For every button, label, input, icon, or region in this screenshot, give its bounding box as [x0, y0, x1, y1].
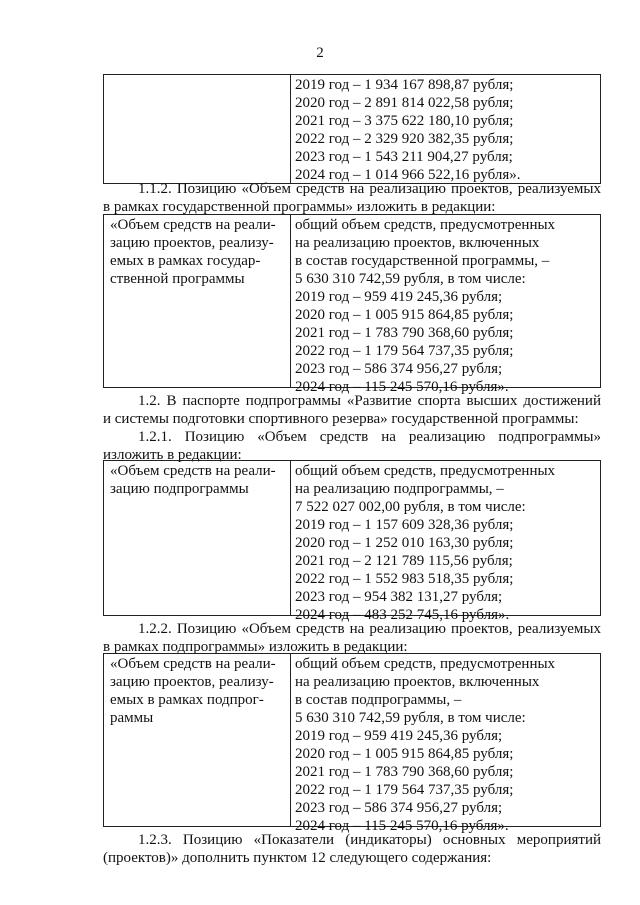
table-line: на реализацию проектов, включенных	[295, 674, 540, 690]
table-line: емых в рамках государ-	[110, 253, 261, 269]
table-line: 2023 год – 1 543 211 904,27 рубля;	[295, 149, 513, 165]
table-line: зацию проектов, реализу-	[110, 235, 274, 251]
table-line: на реализацию подпрограммы, –	[295, 481, 504, 497]
table-line: 7 522 027 002,00 рубля, в том числе:	[295, 499, 526, 515]
table-line: 5 630 310 742,59 рубля, в том числе:	[295, 271, 526, 287]
table-line: общий объем средств, предусмотренных	[295, 217, 556, 233]
paragraph-1-2-1-line: изложить в редакции:	[103, 447, 242, 463]
table-divider	[290, 461, 291, 615]
table-line: «Объем средств на реали-	[110, 463, 276, 479]
table-line: 2019 год – 959 419 245,36 рубля;	[295, 728, 503, 744]
paragraph-1-2-2-line: в рамках подпрограммы» изложить в редакции:	[103, 639, 408, 655]
table-right-cell	[295, 76, 520, 184]
table-line: 2024 год – 115 245 570,16 рубля».	[295, 379, 509, 395]
table-left-cell	[110, 216, 276, 288]
table-line: в состав государственной программы, –	[295, 253, 550, 269]
table-line: емых в рамках подпрог-	[110, 692, 264, 708]
table-line: «Объем средств на реали-	[110, 217, 276, 233]
table-line: 2021 год – 1 783 790 368,60 рубля;	[295, 764, 514, 780]
table-line: 2022 год – 1 179 564 737,35 рубля;	[295, 782, 514, 798]
table-line: 2020 год – 2 891 814 022,58 рубля;	[295, 95, 514, 111]
table-line: 2019 год – 1 157 609 328,36 рубля;	[295, 517, 514, 533]
table-line: 2023 год – 586 374 956,27 рубля;	[295, 800, 503, 816]
paragraph-1-2-1-line: 1.2.1. Позицию «Объем средств на реализацию подпрограммы»	[138, 429, 601, 445]
table-line: «Объем средств на реали-	[110, 656, 276, 672]
table-line: общий объем средств, предусмотренных	[295, 656, 556, 672]
paragraph-1-2-line: и системы подготовки спортивного резерва» государственной программы:	[103, 411, 579, 427]
table-line: 2020 год – 1 005 915 864,85 рубля;	[295, 746, 514, 762]
table-line: 5 630 310 742,59 рубля, в том числе:	[295, 710, 526, 726]
table-line: ственной программы	[110, 271, 245, 287]
table-line: 2021 год – 1 783 790 368,60 рубля;	[295, 325, 514, 341]
paragraph-1-1-2-line: 1.1.2. Позицию «Объем средств на реализацию проектов, реализуемых	[138, 181, 601, 197]
paragraph-1-2-3-line: 1.2.3. Позицию «Показатели (индикаторы) основных мероприятий	[138, 832, 601, 848]
table-left-cell	[110, 655, 276, 727]
paragraph-1-2-2-line: 1.2.2. Позицию «Объем средств на реализацию проектов, реализуемых	[138, 621, 601, 637]
funding-table-2	[103, 214, 601, 395]
table-line: 2021 год – 3 375 622 180,10 рубля;	[295, 113, 514, 129]
table-line: 2023 год – 954 382 131,27 рубля;	[295, 589, 503, 605]
table-divider	[290, 654, 291, 826]
table-line: общий объем средств, предусмотренных	[295, 463, 556, 479]
table-line: 2020 год – 1 252 010 163,30 рубля;	[295, 535, 514, 551]
table-right-cell	[295, 462, 555, 624]
table-line: раммы	[110, 710, 154, 726]
table-line: на реализацию проектов, включенных	[295, 235, 540, 251]
funding-table-3	[103, 460, 601, 623]
table-right-cell	[295, 216, 555, 396]
table-line: 2022 год – 1 552 983 518,35 рубля;	[295, 571, 514, 587]
funding-table-1	[103, 74, 601, 184]
paragraph-1-1-2-line: в рамках государственной программы» изложить в редакции:	[103, 199, 496, 215]
table-right-cell	[295, 655, 555, 835]
table-line: 2019 год – 1 934 167 898,87 рубля;	[295, 77, 514, 93]
table-left-cell	[110, 462, 276, 498]
table-line: 2019 год – 959 419 245,36 рубля;	[295, 289, 503, 305]
paragraph-1-2-3-line: (проектов)» дополнить пунктом 12 следующего содержания:	[103, 850, 492, 866]
table-line: 2020 год – 1 005 915 864,85 рубля;	[295, 307, 514, 323]
table-line: 2022 год – 1 179 564 737,35 рубля;	[295, 343, 514, 359]
table-line: 2024 год – 483 252 745,16 рубля».	[295, 607, 510, 623]
table-line: 2024 год – 115 245 570,16 рубля».	[295, 818, 509, 834]
table-line: 2022 год – 2 329 920 382,35 рубля;	[295, 131, 514, 147]
table-line: в состав подпрограммы, –	[295, 692, 462, 708]
table-line: 2023 год – 586 374 956,27 рубля;	[295, 361, 503, 377]
table-line: зацию проектов, реализу-	[110, 674, 274, 690]
table-divider	[290, 215, 291, 387]
table-line: 2024 год – 1 014 966 522,16 рубля».	[295, 167, 521, 183]
funding-table-4	[103, 653, 601, 834]
table-divider	[290, 75, 291, 183]
table-line: 2021 год – 2 121 789 115,56 рубля;	[295, 553, 513, 569]
paragraph-1-2-line: 1.2. В паспорте подпрограммы «Развитие спорта высших достижений	[138, 393, 601, 409]
page-number: 2	[316, 45, 324, 61]
table-line: зацию подпрограммы	[110, 481, 249, 497]
